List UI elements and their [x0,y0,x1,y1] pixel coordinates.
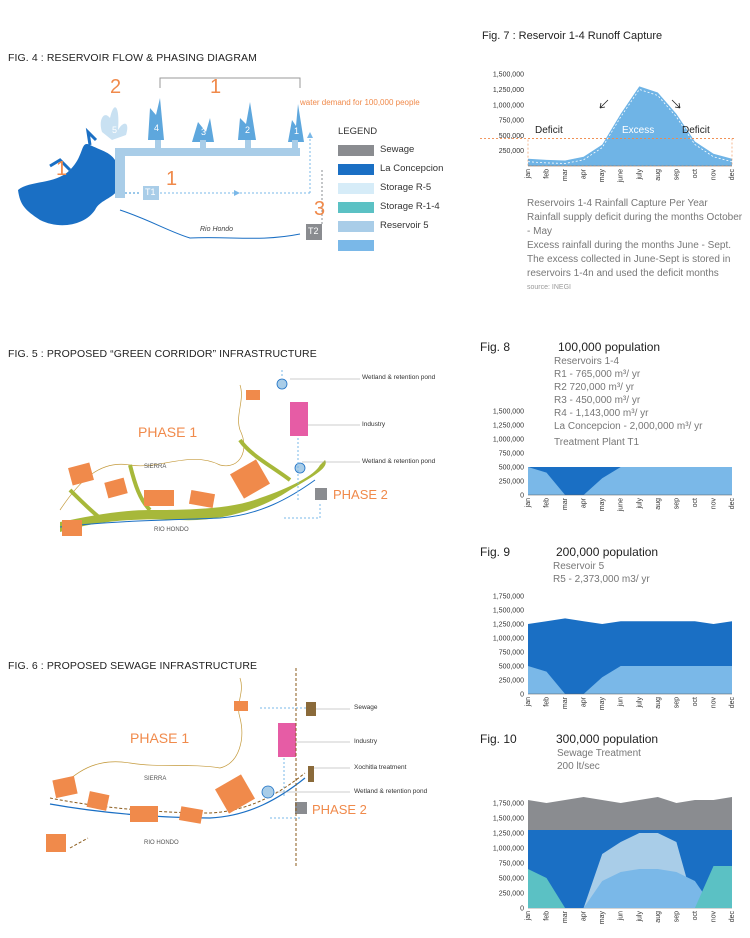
fig7-notes [527,197,747,295]
fig8-x-tick-label: dec [729,498,736,510]
fig8-line-1: Reservoirs 1-4 [554,356,620,367]
fig9-x-tick-label: nov [710,697,718,709]
fig6-callout-xochitla: Xochitla treatment [354,764,407,771]
reservoir-4-shape [148,98,164,140]
fig8-y-tick-label: 250,000 [498,478,524,486]
fig8-y-tick-label: 1,500,000 [492,408,524,416]
fig10-y-tick-label: 1,250,000 [492,830,524,838]
fig10-x-tick-label: sep [673,911,681,923]
reservoir-2-label: 2 [245,125,251,135]
fig10-y-tick-label: 1,500,000 [492,815,524,823]
fig9-x-tick-label: jan [525,697,532,707]
fig10-x-tick-label: july [636,911,644,922]
fig9-line-1: Reservoir 5 [553,561,605,572]
fig9-y-tick-label: 1,000,000 [492,635,524,643]
fig7-x-tick-label: dec [729,169,736,181]
fig9-x-tick-label: apr [580,697,588,708]
fig6-callout-industry: Industry [354,738,378,745]
fig8-y-tick-label: 1,000,000 [492,436,524,444]
fig7-arrow-right-icon [672,100,680,108]
fig9-lines [553,560,650,586]
fig7-y-tick-label: 1,500,000 [492,71,524,79]
fig7-note-3: Excess rainfall during the months June - Sept. The excess collected in June-Sept is stored in reservoirs 1-4n and used the deficit months [527,240,731,279]
fig9-x-tick-label: mar [562,697,570,710]
legend [338,145,468,265]
fig7-deficit-left: Deficit [535,125,563,136]
fig6-callout-sewage: Sewage [354,704,378,711]
fig7-y-tick-label: 500,000 [498,132,524,140]
fig4-phase-1-top: 1 [210,76,222,98]
t2-label: T2 [308,226,319,236]
fig8-y-tick-label: 750,000 [498,450,524,458]
fig4-phase-1-lake: 1 [56,158,68,180]
fig6-rio-hondo: RIO HONDO [144,840,179,846]
fig9-x-tick-label: may [599,697,607,711]
legend-swatch-storage-r14 [338,202,374,213]
fig9-y-tick-label: 250,000 [498,677,524,685]
legend-label-sewage: Sewage [380,144,415,155]
fig5-phase1: PHASE 1 [138,424,198,440]
fig7-note-2: Rainfall supply deficit during the months October - May [527,212,743,237]
fig5-callout-wetland-top: Wetland & retention pond [362,374,436,381]
fig9-x-tick-label: dec [729,697,736,709]
fig4-phase-2: 2 [110,76,122,98]
fig7-title: Fig. 7 : Reservoir 1-4 Runoff Capture [482,30,663,42]
reservoir-5-shape [101,107,128,140]
fig9-y-tick-label: 1,750,000 [492,593,524,601]
fig9-x-tick-label: oct [691,697,699,707]
fig10-x-tick-label: dec [729,911,736,923]
legend-swatch-sewage [338,145,374,156]
fig8-label: Fig. 8 [480,340,511,354]
fig7-x-tick-label: sep [673,169,681,181]
fig9-y-tick-label: 1,250,000 [492,621,524,629]
fig10-title: 300,000 population [556,732,659,746]
fig10-x-tick-label: oct [691,911,699,921]
fig6-sierra: SIERRA [144,776,167,782]
fig8-x-tick-label: jan [525,498,532,508]
fig6-callout-wetland: Wetland & retention pond [354,788,428,795]
fig7-x-tick-label: feb [543,169,551,179]
fig6-phase1: PHASE 1 [130,730,190,746]
fig4-title: FIG. 4 : RESERVOIR FLOW & PHASING DIAGRAM [8,52,257,64]
fig10-lines [557,747,641,773]
fig6-phase2: PHASE 2 [312,802,367,817]
fig5-sierra: SIERRA [144,464,167,470]
fig10-x-tick-label: feb [543,911,551,921]
fig9-label: Fig. 9 [480,545,511,559]
rio-hondo-label-fig4: Rio Hondo [200,226,234,233]
fig7-excess: Excess [622,125,655,136]
fig8-x-tick-label: feb [543,498,551,508]
fig7-x-tick-label: may [599,169,607,183]
fig7-x-tick-label: apr [580,169,588,180]
fig7-x-tick-label: aug [654,169,662,181]
fig10-x-tick-label: jan [525,911,532,921]
fig8-line-4: R3 - 450,000 m³/ yr [554,395,641,406]
fig8-x-tick-label: may [599,498,607,512]
legend-label-la-concepcion: La Concepcion [380,163,444,174]
fig9-x-tick-label: jun [617,697,625,707]
reservoir-5-label: 5 [112,125,118,135]
fig8-title: 100,000 population [558,340,661,354]
fig7-x-tick-label: june [617,169,625,183]
fig8-y-tick-label: 500,000 [498,464,524,472]
legend-swatch-reservoir-5 [338,221,374,232]
legend-swatch-extra [338,240,374,251]
fig5-callout-wetland-bottom: Wetland & retention pond [362,458,436,465]
fig9-y-tick-label: 500,000 [498,663,524,671]
fig7-x-tick-label: jan [525,169,532,179]
fig8-chart [470,405,742,517]
fig7-arrow-left-icon [600,100,608,108]
reservoir-3-label: 3 [201,127,207,137]
fig4-phase-1-t1: 1 [166,168,178,190]
fig10-line-1: Sewage Treatment [557,748,641,759]
fig6-title: FIG. 6 : PROPOSED SEWAGE INFRASTRUCTURE [8,660,258,672]
fig7-y-tick-label: 750,000 [498,117,524,125]
fig8-x-tick-label: nov [710,498,718,510]
fig10-y-tick-label: 1,750,000 [492,800,524,808]
fig10-line-2: 200 lt/sec [557,761,600,772]
la-concepcion-lake [18,144,118,225]
reservoir-1-shape [288,104,304,142]
fig9-chart [470,590,742,718]
fig9-x-tick-label: aug [654,697,662,709]
fig8-line-7: Treatment Plant T1 [554,437,640,448]
fig9-line-2: R5 - 2,373,000 m3/ yr [553,574,650,585]
fig7-y-tick-label: 1,250,000 [492,86,524,94]
fig4-phase-3: 3 [314,198,326,220]
fig7-y-tick-label: 250,000 [498,148,524,156]
fig9-x-tick-label: july [636,697,644,708]
fig7-y-tick-label: 1,000,000 [492,102,524,110]
fig8-line-5: R4 - 1,143,000 m³/ yr [554,408,649,419]
fig8-line-2: R1 - 765,000 m³/ yr [554,369,641,380]
fig8-x-tick-label: sep [673,498,681,510]
fig10-y-tick-label: 750,000 [498,860,524,868]
fig7-source: source: INEGI [527,284,571,291]
fig10-label: Fig. 10 [480,732,517,746]
legend-label-storage-r14: Storage R-1-4 [380,201,440,212]
legend-swatch-storage-r5 [338,183,374,194]
fig7-x-tick-label: mar [562,169,570,182]
fig8-x-tick-label: apr [580,498,588,509]
fig7-note-1: Reservoirs 1-4 Rainfall Capture Per Year [527,198,708,209]
fig10-y-tick-label: 250,000 [498,890,524,898]
fig10-chart [470,782,742,932]
fig9-x-tick-label: feb [543,697,551,707]
water-demand-label: water demand for 100,000 people [300,98,420,107]
fig10-x-tick-label: mar [562,911,570,924]
fig10-x-tick-label: apr [580,911,588,922]
fig8-x-tick-label: oct [691,498,699,508]
fig9-x-tick-label: sep [673,697,681,709]
t1-label: T1 [145,187,156,197]
fig9-title: 200,000 population [556,545,659,559]
legend-title: LEGEND [338,126,378,137]
fig8-y-tick-label: 1,250,000 [492,422,524,430]
fig5-callout-industry: Industry [362,421,386,428]
legend-swatch-la-concepcion [338,164,374,175]
reservoir-4-label: 4 [154,123,160,133]
fig7-x-tick-label: nov [710,168,718,181]
fig8-line-6: La Concepcion - 2,000,000 m³/ yr [554,421,703,432]
fig10-x-tick-label: may [599,911,607,925]
fig10-y-tick-label: 1,000,000 [492,845,524,853]
fig10-x-tick-label: jun [617,911,625,921]
fig8-line-3: R2 720,000 m³/ yr [554,382,635,393]
fig9-y-tick-label: 0 [520,691,524,699]
fig10-y-tick-label: 500,000 [498,875,524,883]
fig8-x-tick-label: aug [654,498,662,510]
fig8-x-tick-label: mar [562,498,570,511]
legend-label-reservoir-5: Reservoir 5 [380,220,429,231]
fig8-y-tick-label: 0 [520,492,524,500]
fig7-x-tick-label: july [636,169,644,180]
reservoir-1-label: 1 [294,126,300,136]
fig10-x-tick-label: aug [654,911,662,923]
fig7-x-tick-label: oct [691,169,699,179]
fig8-x-tick-label: june [617,498,625,512]
legend-label-storage-r5: Storage R-5 [380,182,432,193]
fig5-title: FIG. 5 : PROPOSED “GREEN CORRIDOR” INFRASTRUCTURE [8,348,317,360]
fig9-y-tick-label: 1,500,000 [492,607,524,615]
fig5-phase2: PHASE 2 [333,487,388,502]
fig7-deficit-right: Deficit [682,125,710,136]
fig5-rio-hondo: RIO HONDO [154,527,189,533]
fig10-x-tick-label: nov [710,911,718,923]
fig10-y-tick-label: 0 [520,905,524,913]
fig8-x-tick-label: july [636,498,644,509]
fig9-y-tick-label: 750,000 [498,649,524,657]
